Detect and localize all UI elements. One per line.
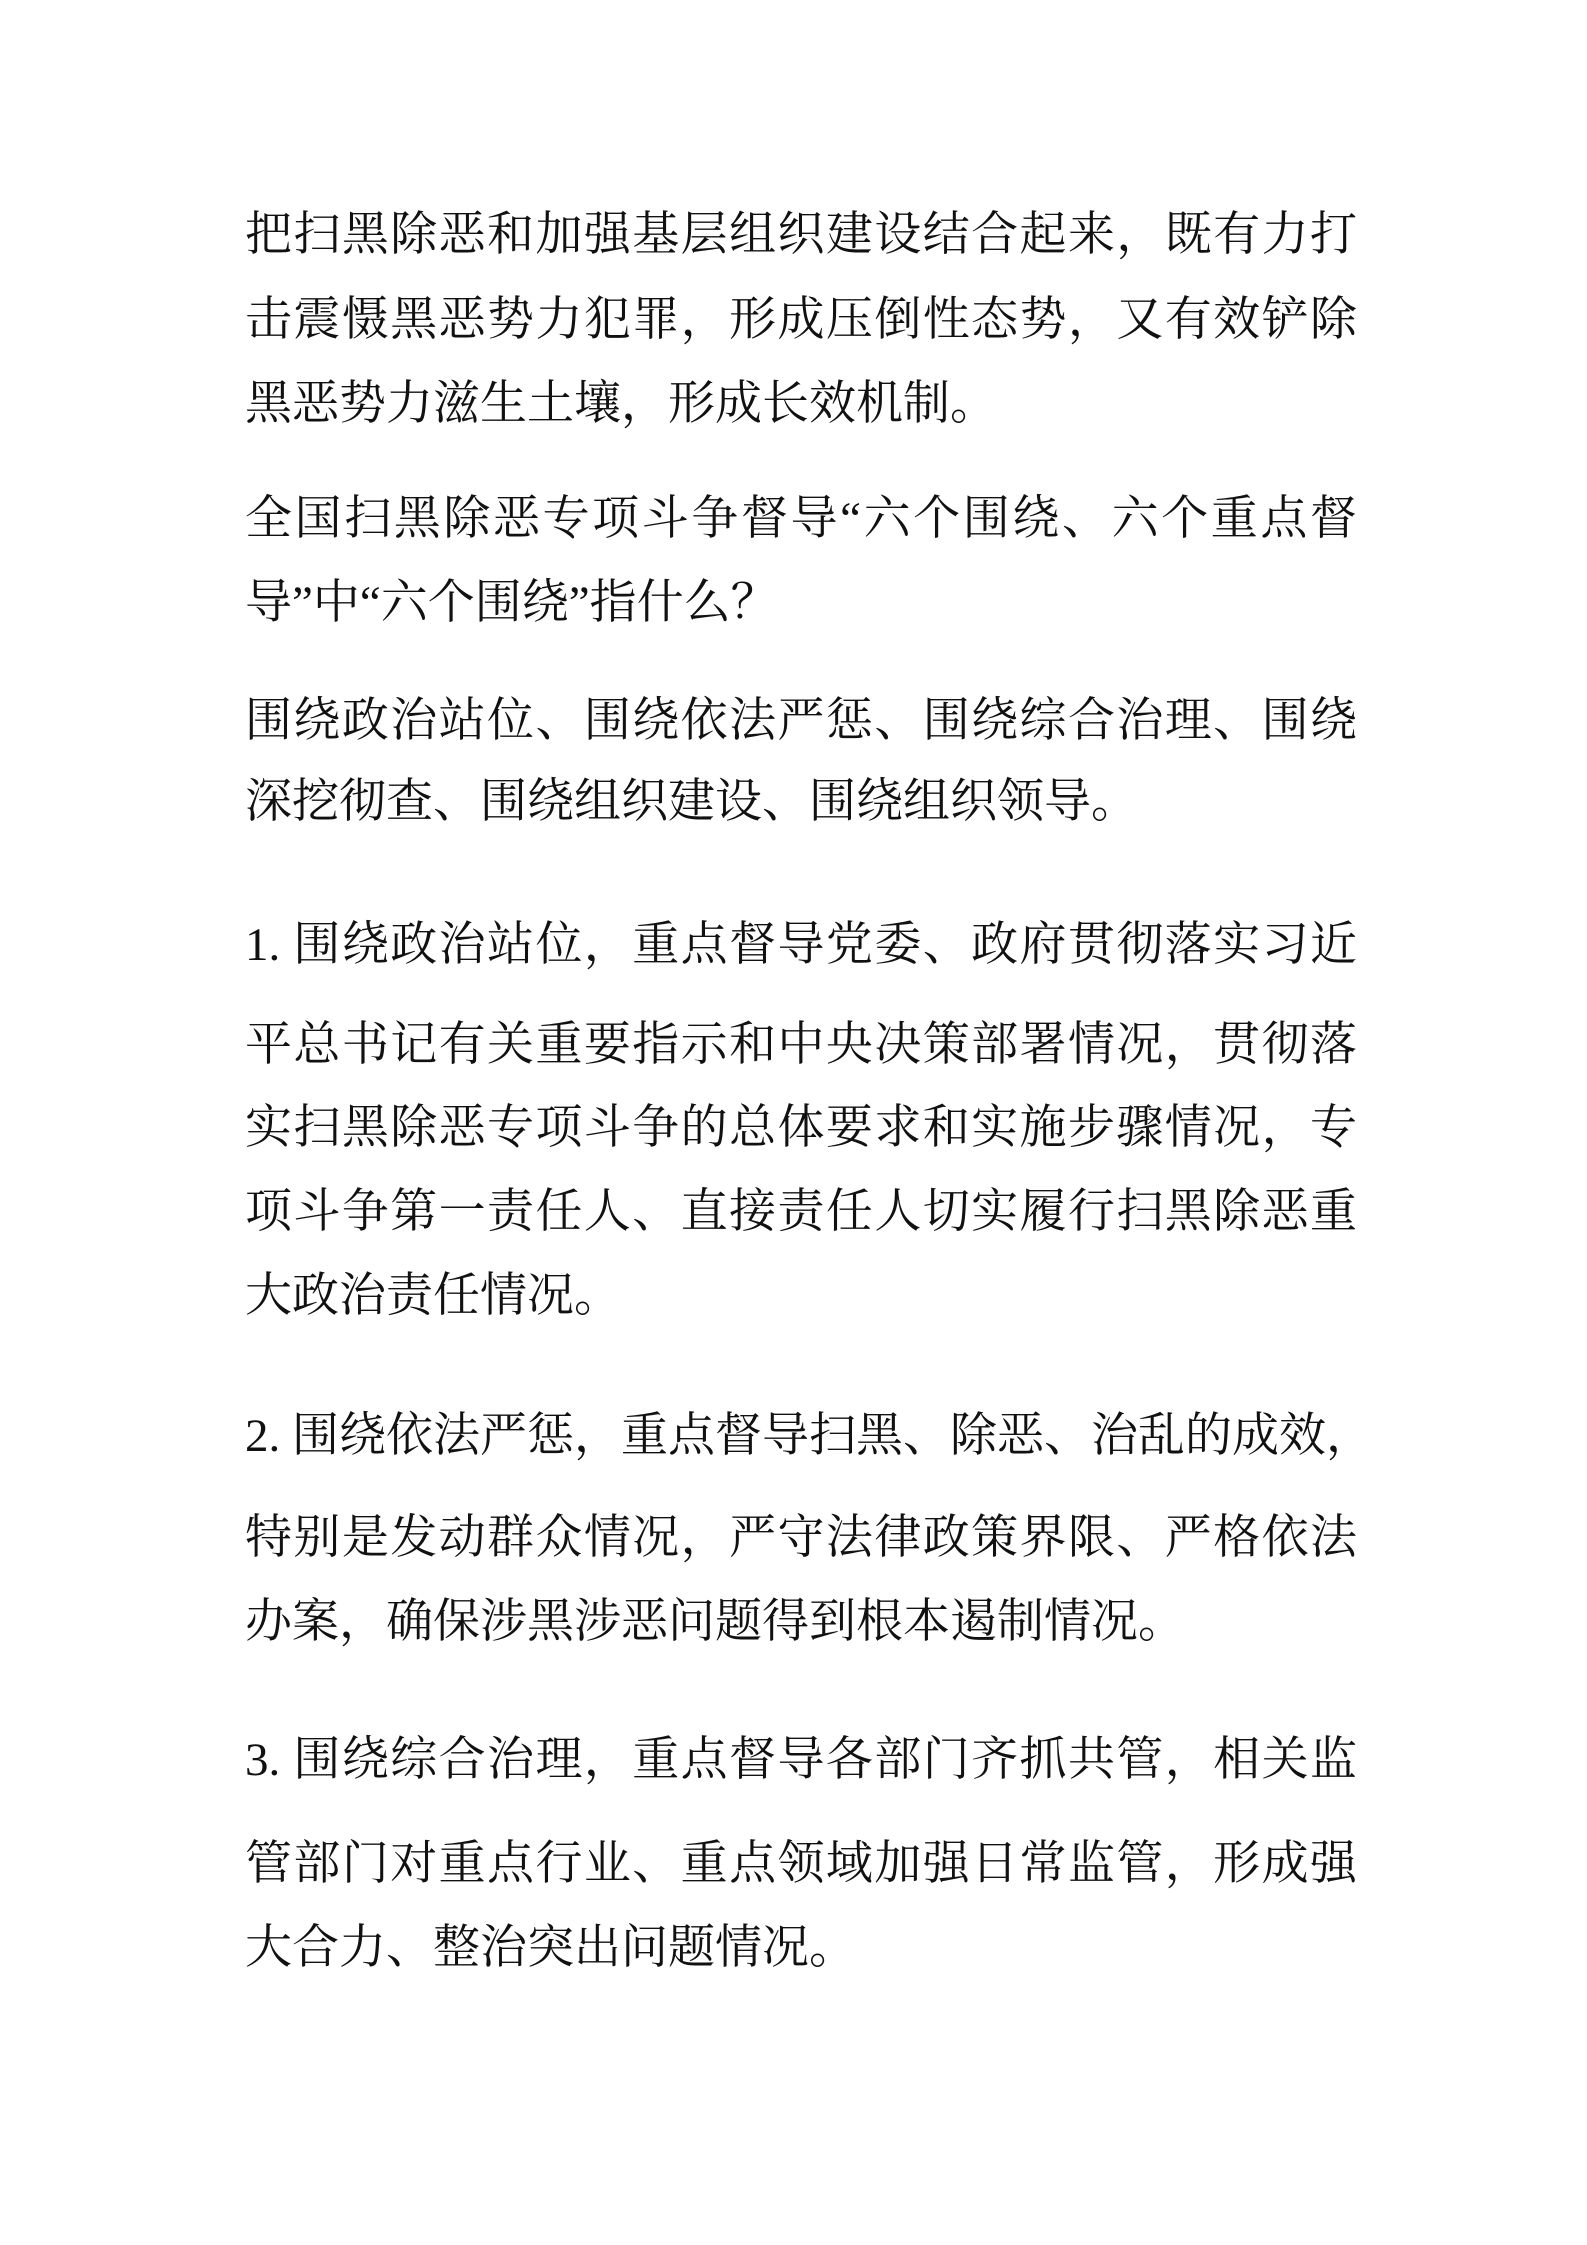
text-line: 管部门对重点行业、重点领域加强日常监管，形成强 [245, 1838, 1357, 1890]
text-line: 把扫黑除恶和加强基层组织建设结合起来，既有力打 [245, 209, 1357, 261]
text-line: 黑恶势力滋生土壤，形成长效机制。 [245, 378, 997, 430]
text-line: 2. 围绕依法严惩，重点督导扫黑、除恶、治乱的成效， [245, 1410, 1373, 1462]
text-line: 导”中“六个围绕”指什么？ [245, 577, 778, 629]
text-line: 大合力、整治突出问题情况。 [245, 1922, 856, 1974]
text-line: 大政治责任情况。 [245, 1270, 621, 1322]
text-line: 项斗争第一责任人、直接责任人切实履行扫黑除恶重 [245, 1186, 1357, 1238]
text-line: 平总书记有关重要指示和中央决策部署情况，贯彻落 [245, 1019, 1357, 1071]
text-line: 特别是发动群众情况，严守法律政策界限、严格依法 [245, 1512, 1357, 1564]
text-line: 实扫黑除恶专项斗争的总体要求和实施步骤情况，专 [245, 1102, 1357, 1154]
text-line: 办案，确保涉黑涉恶问题得到根本遏制情况。 [245, 1596, 1185, 1648]
text-line: 3. 围绕综合治理，重点督导各部门齐抓共管，相关监 [245, 1734, 1357, 1786]
text-line: 1. 围绕政治站位，重点督导党委、政府贯彻落实习近 [245, 919, 1357, 971]
text-line: 击震慑黑恶势力犯罪，形成压倒性态势，又有效铲除 [245, 294, 1357, 346]
text-line: 深挖彻查、围绕组织建设、围绕组织领导。 [245, 776, 1138, 828]
text-line: 围绕政治站位、围绕依法严惩、围绕综合治理、围绕 [245, 695, 1357, 747]
text-line: 全国扫黑除恶专项斗争督导“六个围绕、六个重点督 [245, 493, 1357, 545]
